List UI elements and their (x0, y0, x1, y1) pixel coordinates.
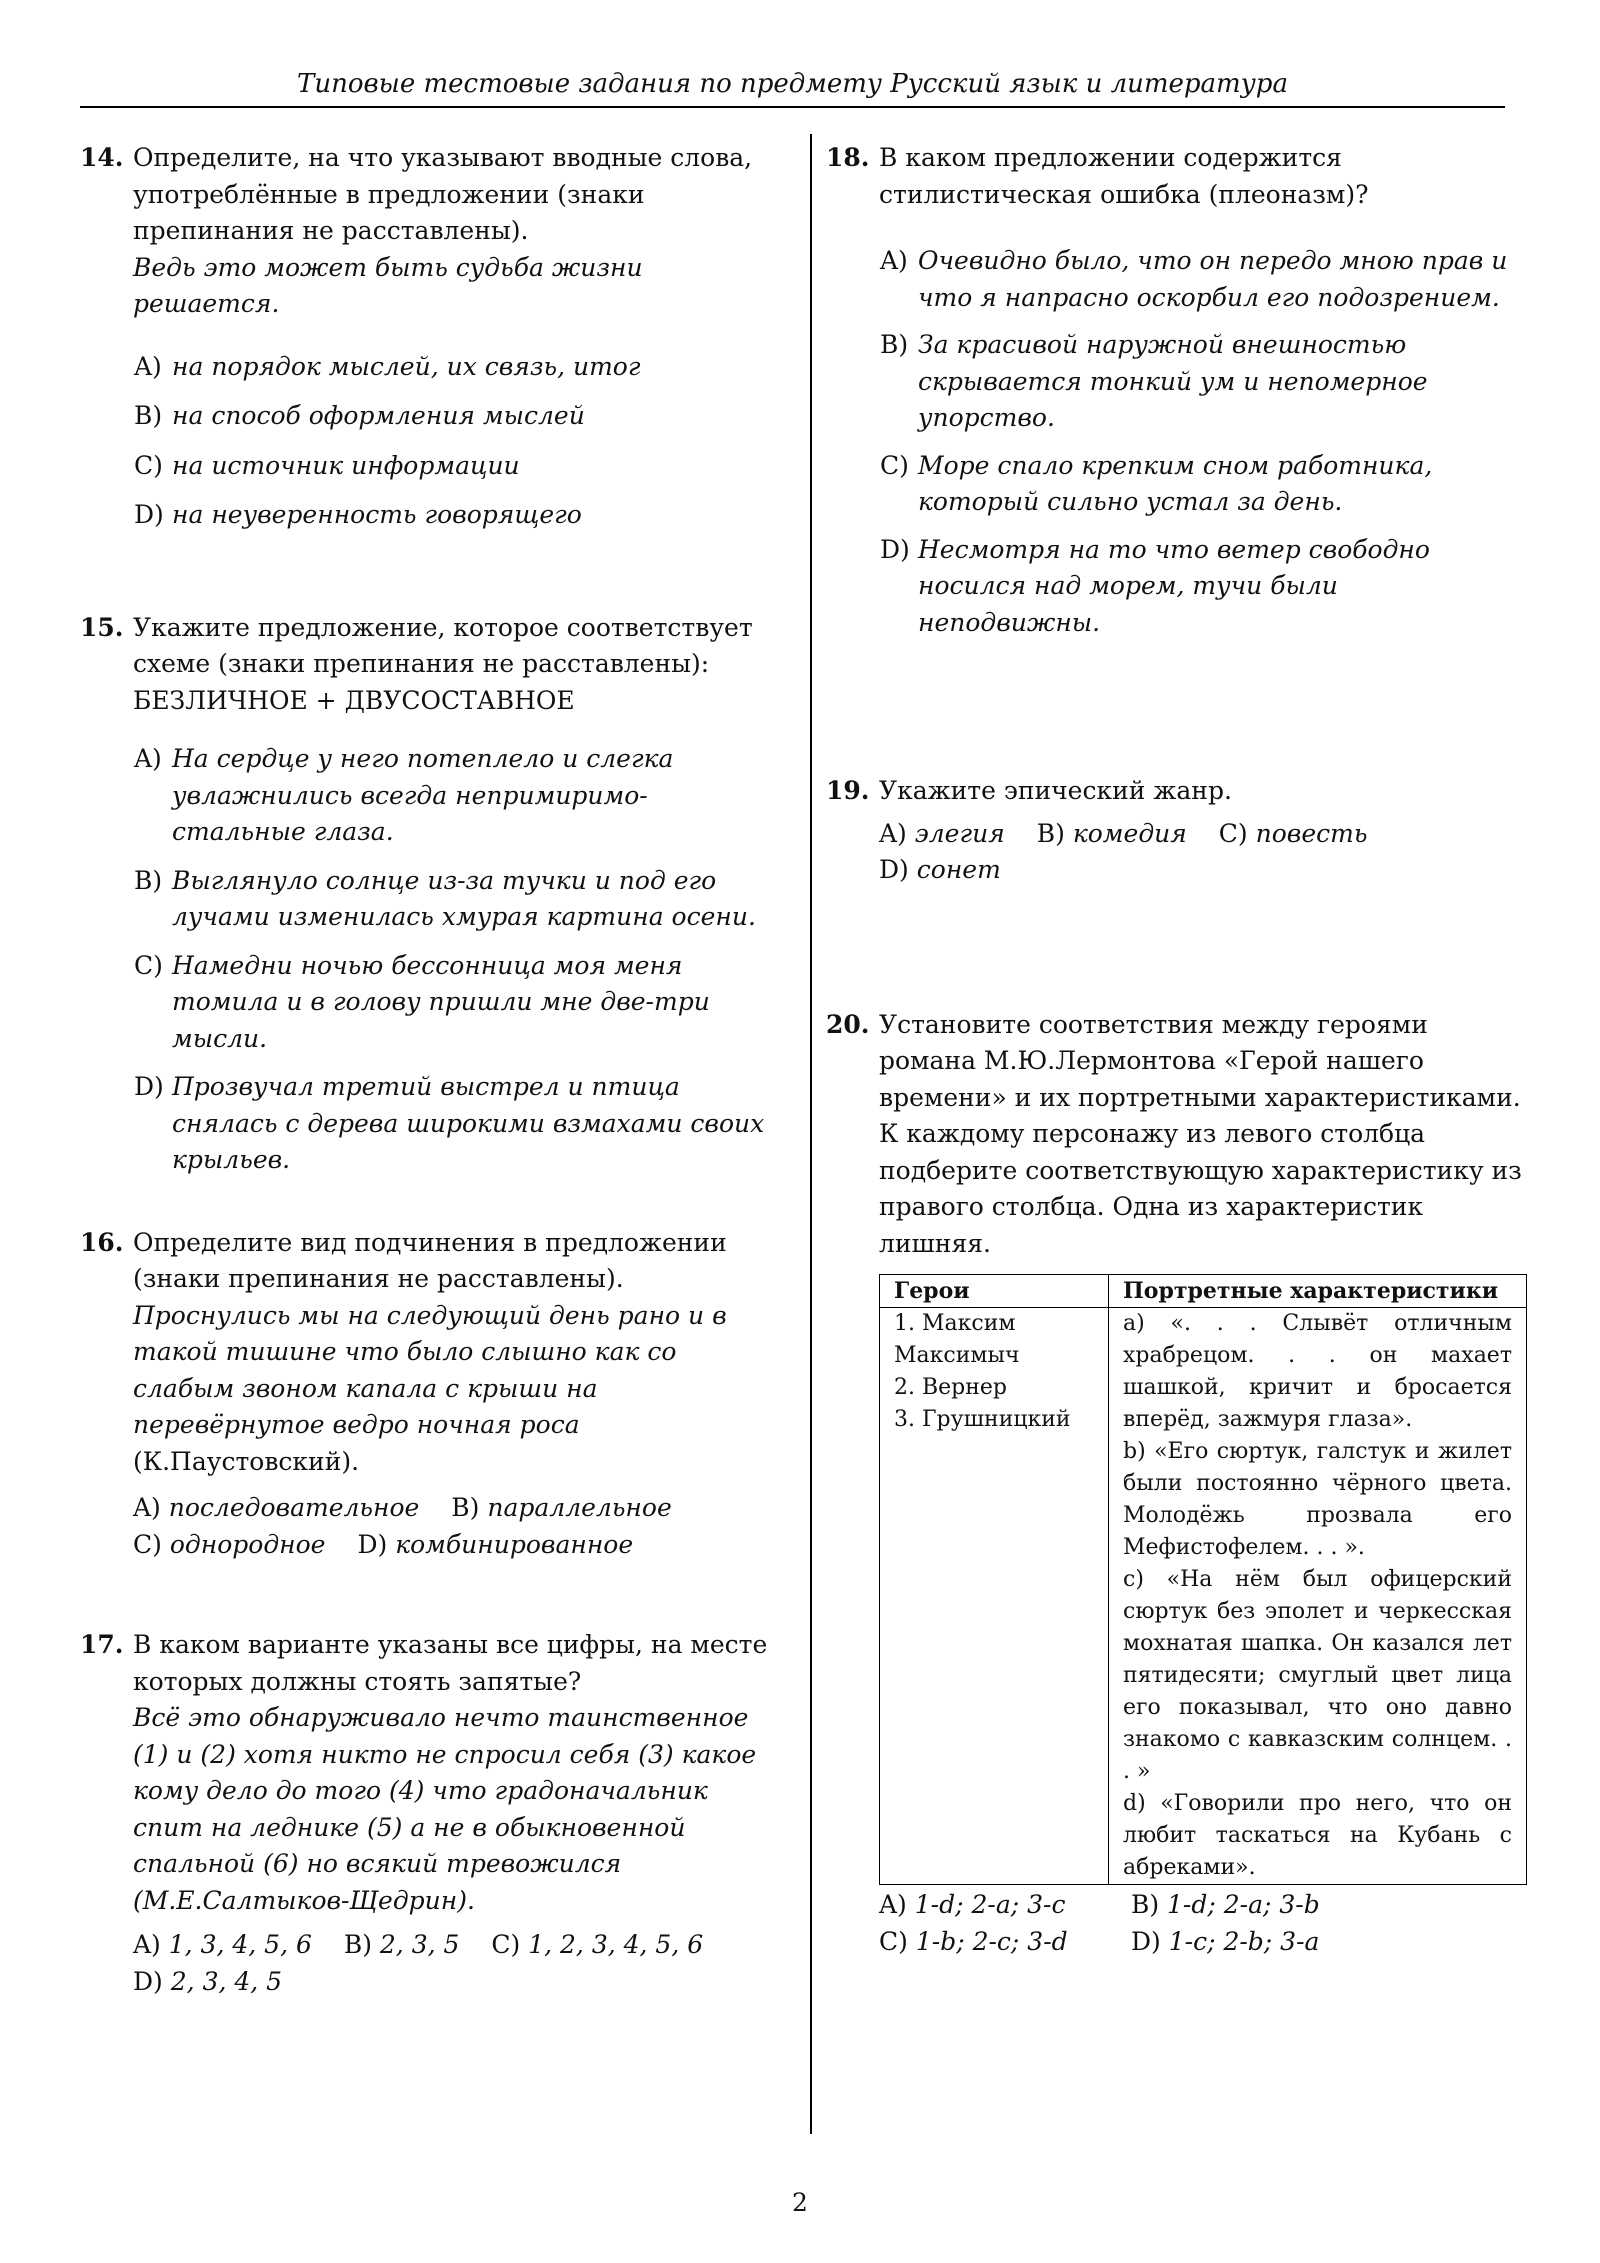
option-label: C) (879, 1926, 908, 1956)
question-19 (826, 773, 1526, 889)
answer-options (133, 741, 770, 1179)
table-header-characteristics: Портретные характеристики (1109, 1275, 1527, 1308)
option-text: повесть (1255, 818, 1368, 848)
option-label: A) (133, 1493, 161, 1522)
option-label: D) (133, 1966, 163, 1996)
left-column (80, 140, 770, 2000)
answer-option-b[interactable] (1131, 1890, 1320, 1919)
answer-option-b[interactable] (80, 398, 770, 435)
hero-item: 3. Грушницкий (894, 1407, 1071, 1432)
option-text: 1-d; 2-a; 3-b (1167, 1890, 1320, 1919)
option-text: на порядок мыслей, их связь, итог (172, 351, 641, 381)
answer-option-b[interactable] (451, 1493, 671, 1522)
answer-option-d[interactable] (826, 532, 1526, 642)
answer-options (133, 1490, 770, 1563)
answer-options (879, 243, 1526, 641)
matching-table (879, 1274, 1527, 1885)
option-label: D) (879, 855, 909, 884)
option-label: C) (134, 450, 163, 480)
answer-option-a[interactable] (80, 741, 770, 851)
question-prompt: Определите вид подчинения в предложении (знаки препинания не расставлены). (133, 1227, 727, 1293)
option-text: последовательное (168, 1493, 420, 1522)
option-text: 2, 3, 5 (379, 1930, 460, 1959)
answer-option-c[interactable] (133, 1530, 325, 1559)
answer-option-d[interactable] (1131, 1927, 1319, 1956)
answer-options (133, 349, 770, 534)
option-label: A) (133, 1930, 161, 1959)
question-17 (80, 1627, 770, 2000)
answer-option-b[interactable] (1037, 819, 1187, 848)
right-column (826, 140, 1526, 1960)
question-prompt: Определите, на что указывают вводные слова, употреблённые в предложении (знаки препинания не расставлены). (133, 143, 753, 245)
answer-option-d[interactable] (357, 1530, 633, 1559)
question-prompt: Укажите предложение, которое соответствует схеме (знаки препинания не расставлены): (133, 612, 753, 678)
answer-option-a[interactable] (879, 1887, 1099, 1924)
option-label: C) (1218, 818, 1248, 848)
option-label: B) (880, 330, 909, 359)
answer-option-c[interactable] (1219, 819, 1368, 848)
option-label: A) (134, 744, 162, 773)
answer-option-a[interactable] (826, 243, 1526, 316)
option-label: C) (880, 450, 909, 480)
option-label: B) (1130, 1890, 1160, 1919)
option-text: Несмотря на то что ветер свободно носился над морем, тучи были неподвижны. (918, 534, 1430, 637)
question-15 (80, 610, 770, 1191)
question-sentence: Ведь это может быть судьба жизни решается. (133, 252, 643, 318)
option-text: 1, 2, 3, 4, 5, 6 (528, 1930, 704, 1959)
option-label: C) (134, 950, 163, 980)
answer-option-d[interactable] (879, 855, 1001, 884)
answer-options (879, 816, 1526, 889)
page-header: Типовые тестовые задания по предмету Русский язык и литература (80, 62, 1505, 108)
option-label: A) (134, 351, 162, 381)
option-text: Выглянуло солнце из-за тучки и под его лучами изменилась хмурая картина осени. (172, 865, 756, 931)
option-label: D) (357, 1529, 388, 1559)
option-label: C) (133, 1529, 162, 1559)
option-text: 1, 3, 4, 5, 6 (168, 1930, 312, 1959)
question-prompt: Укажите эпический жанр. (879, 776, 1232, 805)
question-number: 17. (80, 1630, 124, 1659)
question-sentence: Всё это обнаруживало нечто таинственное (1) и (2) хотя никто не спросил себя (3) какое кому дело до того (4) что градоначальник спит на леднике (5) а не в обыкновенной спальной (6) но всякий тревожился (М.Е.Салтыков-Щедрин). (133, 1703, 757, 1915)
question-number: 18. (826, 143, 870, 172)
option-text: элегия (914, 818, 1005, 848)
option-text: Намедни ночью бессонница моя меня томила и в голову пришли мне две-три мысли. (172, 950, 710, 1053)
option-label: B) (343, 1930, 372, 1959)
answer-option-c[interactable] (491, 1930, 703, 1959)
option-label: A) (880, 246, 908, 275)
characteristic-item: d) «Говорили про него, что он любит таскаться на Кубань с абреками». (1123, 1791, 1512, 1880)
option-label: C) (491, 1930, 521, 1959)
question-20 (826, 1007, 1526, 1961)
answer-option-b[interactable] (80, 863, 770, 936)
question-prompt: Установите соответствия между героями романа М.Ю.Лермонтова «Герой нашего времени» и их портретными характеристиками. К каждому персонажу из левого столбца подберите соответствующую характеристику из правого столбца. Одна из характеристик лишняя. (879, 1009, 1522, 1258)
option-label: A) (879, 818, 907, 848)
option-text: сонет (916, 855, 1001, 884)
option-label: A) (879, 1890, 907, 1919)
question-14 (80, 140, 770, 546)
characteristic-item: a) «. . . Слывёт отличным храбрецом. . . он махает шашкой, кричит и бросается вперёд, зажмуря глаза». (1123, 1311, 1512, 1432)
option-label: D) (880, 534, 910, 564)
option-text: комбинированное (395, 1529, 634, 1559)
question-18 (826, 140, 1526, 653)
question-16 (80, 1225, 770, 1564)
question-number: 20. (826, 1009, 870, 1039)
question-number: 19. (826, 776, 870, 805)
option-text: комедия (1072, 818, 1187, 848)
table-header-heroes: Герои (880, 1275, 1109, 1308)
answer-option-c[interactable] (826, 448, 1526, 521)
answer-option-b[interactable] (344, 1930, 460, 1959)
characteristic-item: b) «Его сюртук, галстук и жилет были постоянно чёрного цвета. Молодёжь прозвала его Мефистофелем. . . ». (1123, 1439, 1512, 1560)
option-label: D) (1130, 1926, 1161, 1956)
option-label: D) (134, 1072, 164, 1101)
option-text: 2, 3, 4, 5 (170, 1966, 283, 1996)
option-label: B) (451, 1493, 480, 1522)
characteristics-cell (1109, 1308, 1527, 1885)
option-text: Прозвучал третий выстрел и птица снялась с дерева широкими взмахами своих крыльев. (172, 1072, 765, 1174)
option-text: Море спало крепким сном работника, который сильно устал за день. (918, 450, 1433, 516)
option-text: 1-d; 2-a; 3-c (914, 1890, 1066, 1919)
option-text: За красивой наружной внешностью скрывается тонкий ум и непомерное упорство. (918, 330, 1428, 432)
characteristic-item: c) «На нём был офицерский сюртук без эполет и черкесская мохнатая шапка. Он казался лет пятидесяти; смуглый цвет лица его показывал, что оно давно знакомо с кавказским солнцем. . . » (1123, 1567, 1512, 1784)
option-text: однородное (169, 1529, 326, 1559)
option-text: Очевидно было, что он передо мною прав и что я напрасно оскорбил его подозрением. (918, 246, 1508, 312)
question-prompt: В каком варианте указаны все цифры, на месте которых должны стоять запятые? (133, 1630, 768, 1696)
option-label: D) (134, 500, 164, 529)
answer-option-d[interactable] (80, 1069, 770, 1179)
answer-option-c[interactable] (80, 948, 770, 1058)
sentence-author: (К.Паустовский). (133, 1446, 360, 1476)
option-text: на способ оформления мыслей (172, 401, 585, 430)
answer-option-b[interactable] (826, 327, 1526, 437)
question-number: 15. (80, 612, 124, 642)
question-sentence: Проснулись мы на следующий день рано и в такой тишине что было слышно как со слабым звоном капала с крыши на перевёрнутое ведро ночная роса (133, 1300, 727, 1439)
question-number: 14. (80, 143, 124, 172)
option-text: На сердце у него потеплело и слегка увлажнились всегда непримиримо-стальные глаза. (172, 744, 674, 846)
column-divider (810, 134, 812, 2134)
answer-option-c[interactable] (80, 448, 770, 485)
hero-item: 1. Максим Максимыч (894, 1311, 1020, 1368)
hero-item: 2. Вернер (894, 1375, 1008, 1400)
option-label: B) (1036, 818, 1065, 848)
option-label: B) (134, 401, 163, 430)
answer-option-a[interactable] (80, 349, 770, 386)
option-text: 1-c; 2-b; 3-a (1168, 1926, 1320, 1956)
question-number: 16. (80, 1227, 124, 1257)
answer-option-a[interactable] (879, 819, 1005, 848)
answer-option-a[interactable] (133, 1493, 419, 1522)
page-number: 2 (792, 2188, 808, 2217)
answer-option-d[interactable] (80, 497, 770, 534)
answer-options (879, 1887, 1527, 1960)
option-text: на источник информации (172, 450, 520, 480)
option-text: параллельное (487, 1493, 672, 1522)
option-text: на неуверенность говорящего (172, 500, 582, 529)
answer-option-a[interactable] (133, 1930, 312, 1959)
answer-option-d[interactable] (133, 1967, 282, 1996)
scheme-text: БЕЗЛИЧНОЕ + ДВУСОСТАВНОЕ (133, 685, 575, 715)
option-label: B) (134, 865, 163, 895)
answer-option-c[interactable] (879, 1924, 1099, 1961)
option-text: 1-b; 2-c; 3-d (915, 1926, 1068, 1956)
question-prompt: В каком предложении содержится стилистическая ошибка (плеоназм)? (879, 143, 1369, 209)
answer-options (133, 1927, 770, 2000)
heroes-cell (880, 1308, 1109, 1885)
